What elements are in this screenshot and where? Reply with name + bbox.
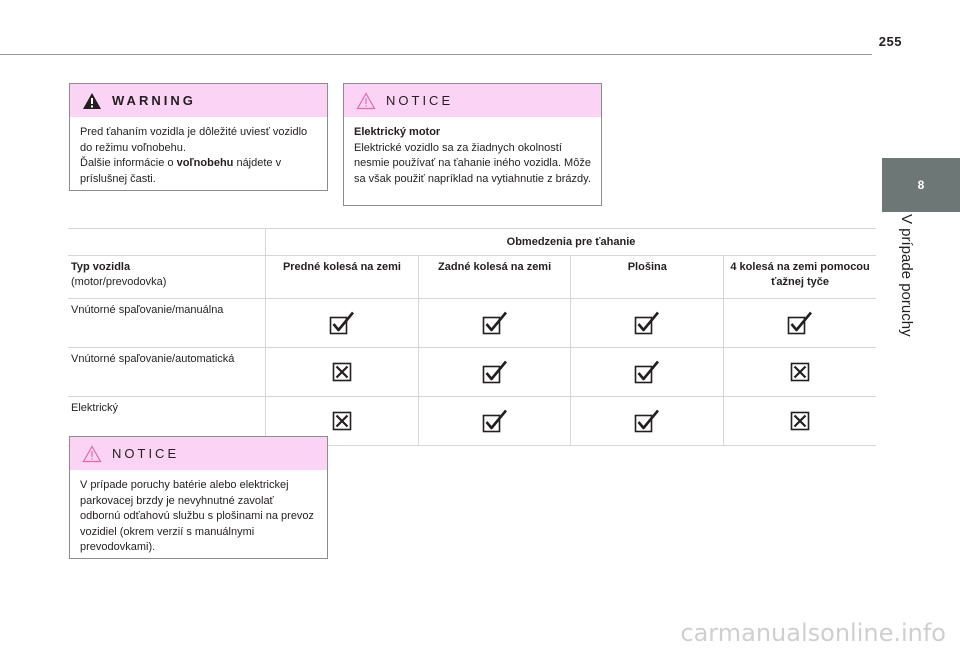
row-label: Vnútorné spaľovanie/automatická xyxy=(68,348,266,397)
check-allowed-icon xyxy=(634,409,660,433)
table-row xyxy=(68,348,876,397)
table-group-header: Obmedzenia pre ťahanie xyxy=(266,229,876,256)
notice-electric-body: Elektrické vozidlo sa za žiadnych okolností nesmie používať na ťahanie iného vozidla. Môže sa však použiť napríklad na vytiahnutie z brázdy. xyxy=(354,141,591,185)
notice-triangle-icon xyxy=(82,445,102,463)
chapter-number: 8 xyxy=(917,178,925,192)
check-allowed-icon xyxy=(787,311,813,335)
chapter-rail xyxy=(882,212,960,649)
column-header-tow-bar: 4 kolesá na zemi pomocou ťažnej tyče xyxy=(724,256,876,299)
towing-restrictions-table xyxy=(68,228,876,446)
cross-forbidden-icon xyxy=(790,411,810,431)
check-allowed-icon xyxy=(329,311,355,335)
mark-cell xyxy=(724,397,876,446)
chapter-title: V prípade poruchy xyxy=(898,214,915,337)
mark-cell xyxy=(724,299,876,348)
mark-cell xyxy=(418,348,571,397)
cross-forbidden-icon xyxy=(332,411,352,431)
warning-line-2-prefix: Ďalšie informácie o xyxy=(80,157,177,169)
check-allowed-icon xyxy=(482,311,508,335)
watermark: carmanualsonline.info xyxy=(680,619,946,647)
check-allowed-icon xyxy=(482,409,508,433)
chapter-tab[interactable] xyxy=(882,158,960,212)
mark-cell xyxy=(266,299,419,348)
warning-line-2-suffix: nájdete v príslušnej časti. xyxy=(80,157,282,185)
page-number: 255 xyxy=(878,34,902,49)
notice-electric-text xyxy=(344,117,601,195)
mark-cell xyxy=(266,348,419,397)
cross-forbidden-icon xyxy=(790,362,810,382)
check-allowed-icon xyxy=(634,311,660,335)
row-label: Elektrický xyxy=(68,397,266,446)
mark-cell xyxy=(571,348,724,397)
mark-cell xyxy=(418,397,571,446)
notice-battery-text: V prípade poruchy batérie alebo elektrickej parkovacej brzdy je nevyhnutné zavolať odbornú odťahovú službu s plošinami na prevoz vozidiel (okrem verzií s manuálnymi prevodovkami). xyxy=(80,479,315,553)
column-header-rear-wheels: Zadné kolesá na zemi xyxy=(418,256,571,299)
warning-header xyxy=(70,84,327,117)
mark-cell xyxy=(724,348,876,397)
notice-battery-title: NOTICE xyxy=(112,446,180,461)
warning-box xyxy=(69,83,328,191)
vehicle-type-label: Typ vozidla xyxy=(71,261,131,273)
warning-line-2-bold: voľnobehu xyxy=(176,157,234,169)
notice-electric-box xyxy=(343,83,602,206)
cross-forbidden-icon xyxy=(332,362,352,382)
notice-triangle-icon xyxy=(356,92,376,110)
notice-electric-heading: Elektrický motor xyxy=(354,126,441,138)
header-divider xyxy=(0,54,872,55)
mark-cell xyxy=(571,299,724,348)
table-column-header-row xyxy=(68,256,876,299)
warning-title: WARNING xyxy=(112,93,196,108)
warning-line-1: Pred ťahaním vozidla je dôležité uviesť vozidlo do režimu voľnobehu. xyxy=(80,126,308,154)
check-allowed-icon xyxy=(634,360,660,384)
check-allowed-icon xyxy=(482,360,508,384)
notice-battery-header xyxy=(70,437,327,470)
column-header-platform: Plošina xyxy=(571,256,724,299)
vehicle-type-header xyxy=(68,256,266,299)
warning-triangle-icon xyxy=(82,92,102,110)
table-group-header-row xyxy=(68,229,876,256)
mark-cell xyxy=(418,299,571,348)
column-header-front-wheels: Predné kolesá na zemi xyxy=(266,256,419,299)
notice-electric-header xyxy=(344,84,601,117)
table-row xyxy=(68,299,876,348)
vehicle-type-sub: (motor/prevodovka) xyxy=(71,276,167,288)
notice-electric-title: NOTICE xyxy=(386,93,454,108)
notice-battery-box xyxy=(69,436,328,559)
row-label: Vnútorné spaľovanie/manuálna xyxy=(68,299,266,348)
warning-text xyxy=(70,117,327,195)
mark-cell xyxy=(571,397,724,446)
